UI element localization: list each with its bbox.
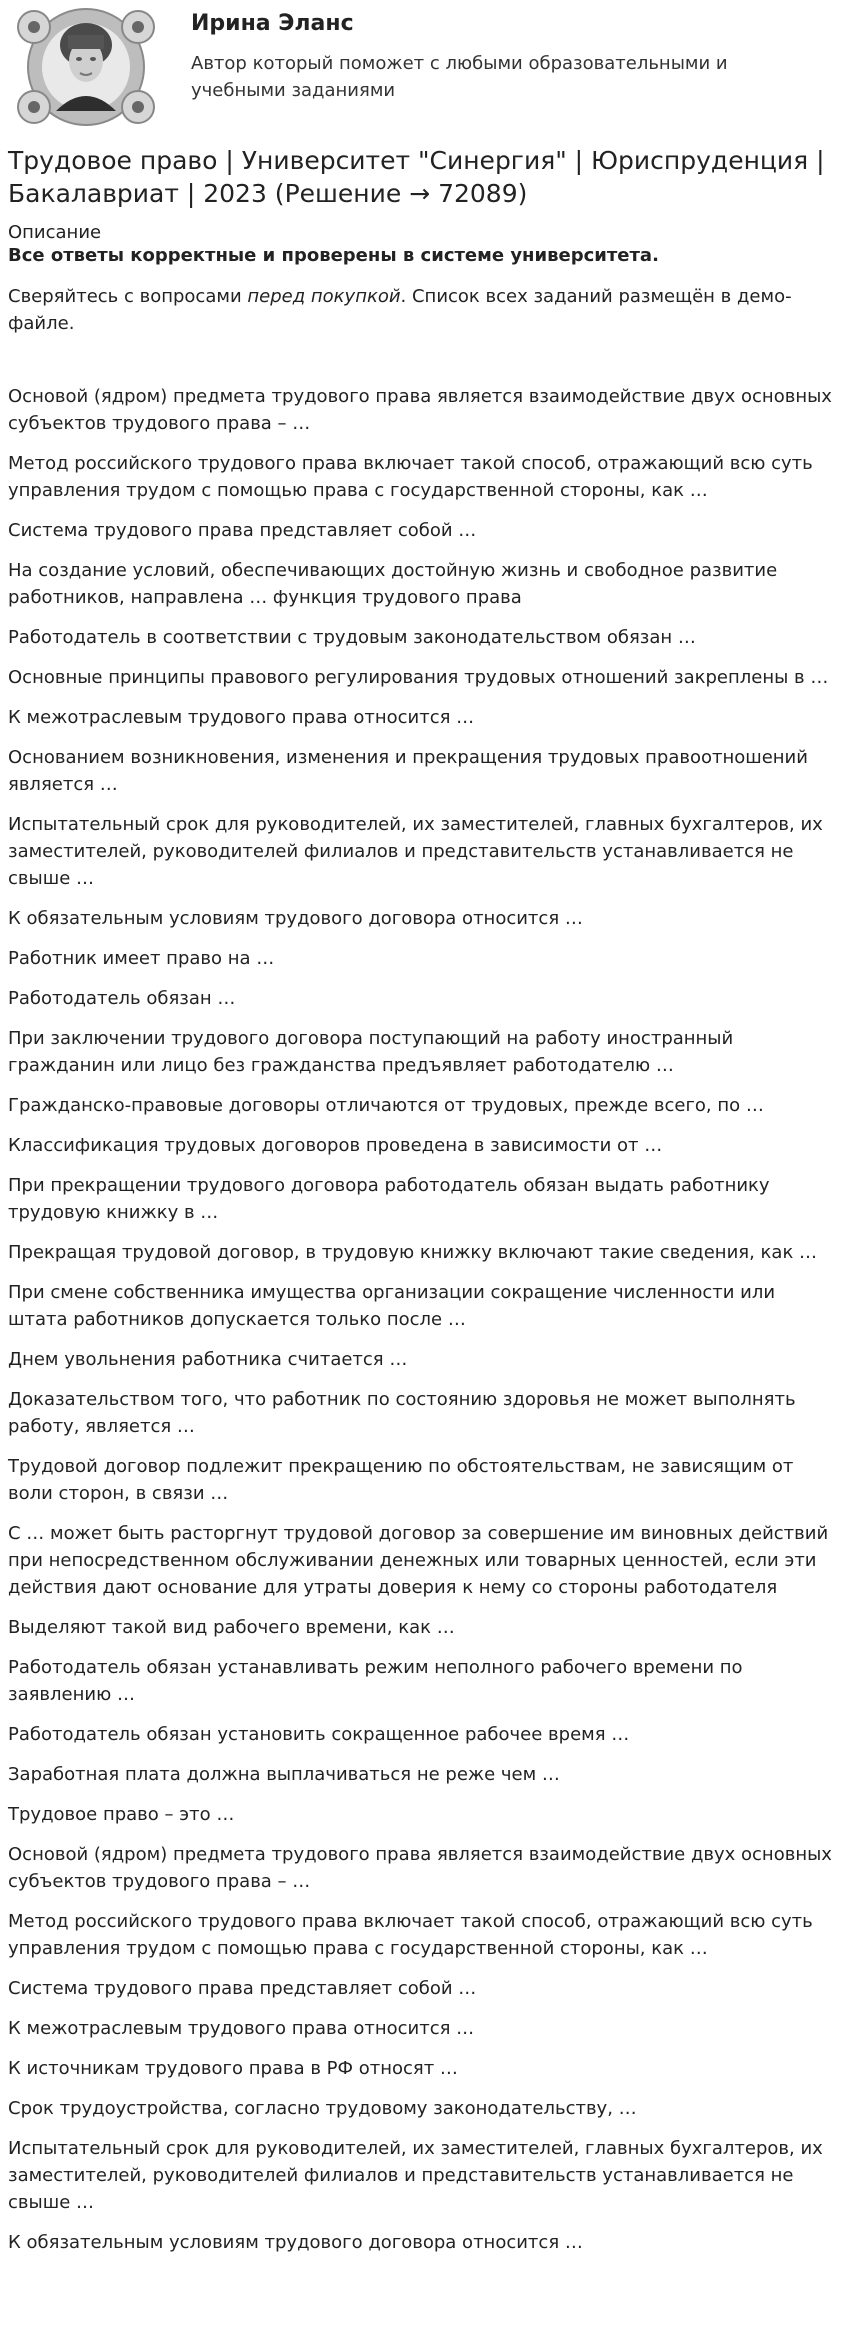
avatar[interactable] <box>14 5 158 129</box>
author-info <box>191 10 791 104</box>
avatar-image <box>14 5 158 129</box>
description-label: Описание <box>8 222 102 243</box>
question-item: При прекращении трудового договора работодатель обязан выдать работнику трудовую книжку в … <box>8 1175 770 1223</box>
question-item: Работодатель в соответствии с трудовым законодательством обязан … <box>8 627 696 648</box>
question-item: Заработная плата должна выплачиваться не реже чем … <box>8 1764 560 1785</box>
author-description: Автор который поможет с любыми образовательными и учебными заданиями <box>191 53 728 101</box>
question-item: Гражданско-правовые договоры отличаются от трудовых, прежде всего, по … <box>8 1095 764 1116</box>
question-item: Трудовой договор подлежит прекращению по обстоятельствам, не зависящим от воли сторон, в связи … <box>8 1456 794 1504</box>
question-list <box>8 383 839 2256</box>
description-text-before: Сверяйтесь с вопросами <box>8 286 248 307</box>
question-item: При заключении трудового договора поступающий на работу иностранный гражданин или лицо без гражданства предъявляет работодателю … <box>8 1028 734 1076</box>
description-text-italic: перед покупкой <box>247 286 401 307</box>
question-item: Основой (ядром) предмета трудового права является взаимодействие двух основных субъектов трудового права – … <box>8 1844 832 1892</box>
question-item: К источникам трудового права в РФ относят … <box>8 2058 458 2079</box>
question-item: На создание условий, обеспечивающих достойную жизнь и свободное развитие работников, направлена … функция трудового права <box>8 560 778 608</box>
question-item: Трудовое право – это … <box>8 1804 235 1825</box>
question-item: Работник имеет право на … <box>8 948 275 969</box>
question-item: К обязательным условиям трудового договора относится … <box>8 2232 583 2253</box>
question-item: Днем увольнения работника считается … <box>8 1349 408 1370</box>
question-item: При смене собственника имущества организации сокращение численности или штата работников допускается только после … <box>8 1282 776 1330</box>
question-item: Система трудового права представляет собой … <box>8 1978 477 1999</box>
question-item: С … может быть расторгнут трудовой договор за совершение им виновных действий при непосредственном обслуживании денежных или товарных ценностей, если эти действия дают основание для утраты доверия к нему со стороны работодателя <box>8 1523 829 1598</box>
question-item: Основой (ядром) предмета трудового права является взаимодействие двух основных субъектов трудового права – … <box>8 386 832 434</box>
question-item: Работодатель обязан установить сокращенное рабочее время … <box>8 1724 630 1745</box>
question-item: Срок трудоустройства, согласно трудовому законодательству, … <box>8 2098 637 2119</box>
question-item: Основанием возникновения, изменения и прекращения трудовых правоотношений является … <box>8 747 808 795</box>
page-title: Трудовое право | Университет "Синергия" | Юриспруденция | Бакалавриат | 2023 (Решение → 72089) <box>8 146 825 208</box>
question-item: Испытательный срок для руководителей, их заместителей, главных бухгалтеров, их заместителей, руководителей филиалов и представительств устанавливается не свыше … <box>8 2138 823 2213</box>
author-name[interactable]: Ирина Эланс <box>191 11 354 36</box>
question-item: Классификация трудовых договоров проведена в зависимости от … <box>8 1135 663 1156</box>
description-text-after: . Список всех заданий размещён в демо-файле. <box>8 286 792 334</box>
question-item: Работодатель обязан … <box>8 988 236 1009</box>
question-item: Прекращая трудовой договор, в трудовую книжку включают такие сведения, как … <box>8 1242 818 1263</box>
question-item: Метод российского трудового права включает такой способ, отражающий всю суть управления трудом с помощью права с государственной стороны, как … <box>8 1911 813 1959</box>
question-item: К обязательным условиям трудового договора относится … <box>8 908 583 929</box>
description-text <box>8 283 839 337</box>
description-bold-note: Все ответы корректные и проверены в системе университета. <box>8 245 659 266</box>
question-item: Доказательством того, что работник по состоянию здоровья не может выполнять работу, является … <box>8 1389 796 1437</box>
question-item: Работодатель обязан устанавливать режим неполного рабочего времени по заявлению … <box>8 1657 743 1705</box>
question-item: Испытательный срок для руководителей, их заместителей, главных бухгалтеров, их заместителей, руководителей филиалов и представительств устанавливается не свыше … <box>8 814 823 889</box>
question-item: Выделяют такой вид рабочего времени, как … <box>8 1617 455 1638</box>
question-item: К межотраслевым трудового права относится … <box>8 2018 475 2039</box>
question-item: Основные принципы правового регулирования трудовых отношений закреплены в … <box>8 667 829 688</box>
question-item: К межотраслевым трудового права относится … <box>8 707 475 728</box>
question-item: Система трудового права представляет собой … <box>8 520 477 541</box>
question-item: Метод российского трудового права включает такой способ, отражающий всю суть управления трудом с помощью права с государственной стороны, как … <box>8 453 813 501</box>
author-card <box>8 0 839 136</box>
